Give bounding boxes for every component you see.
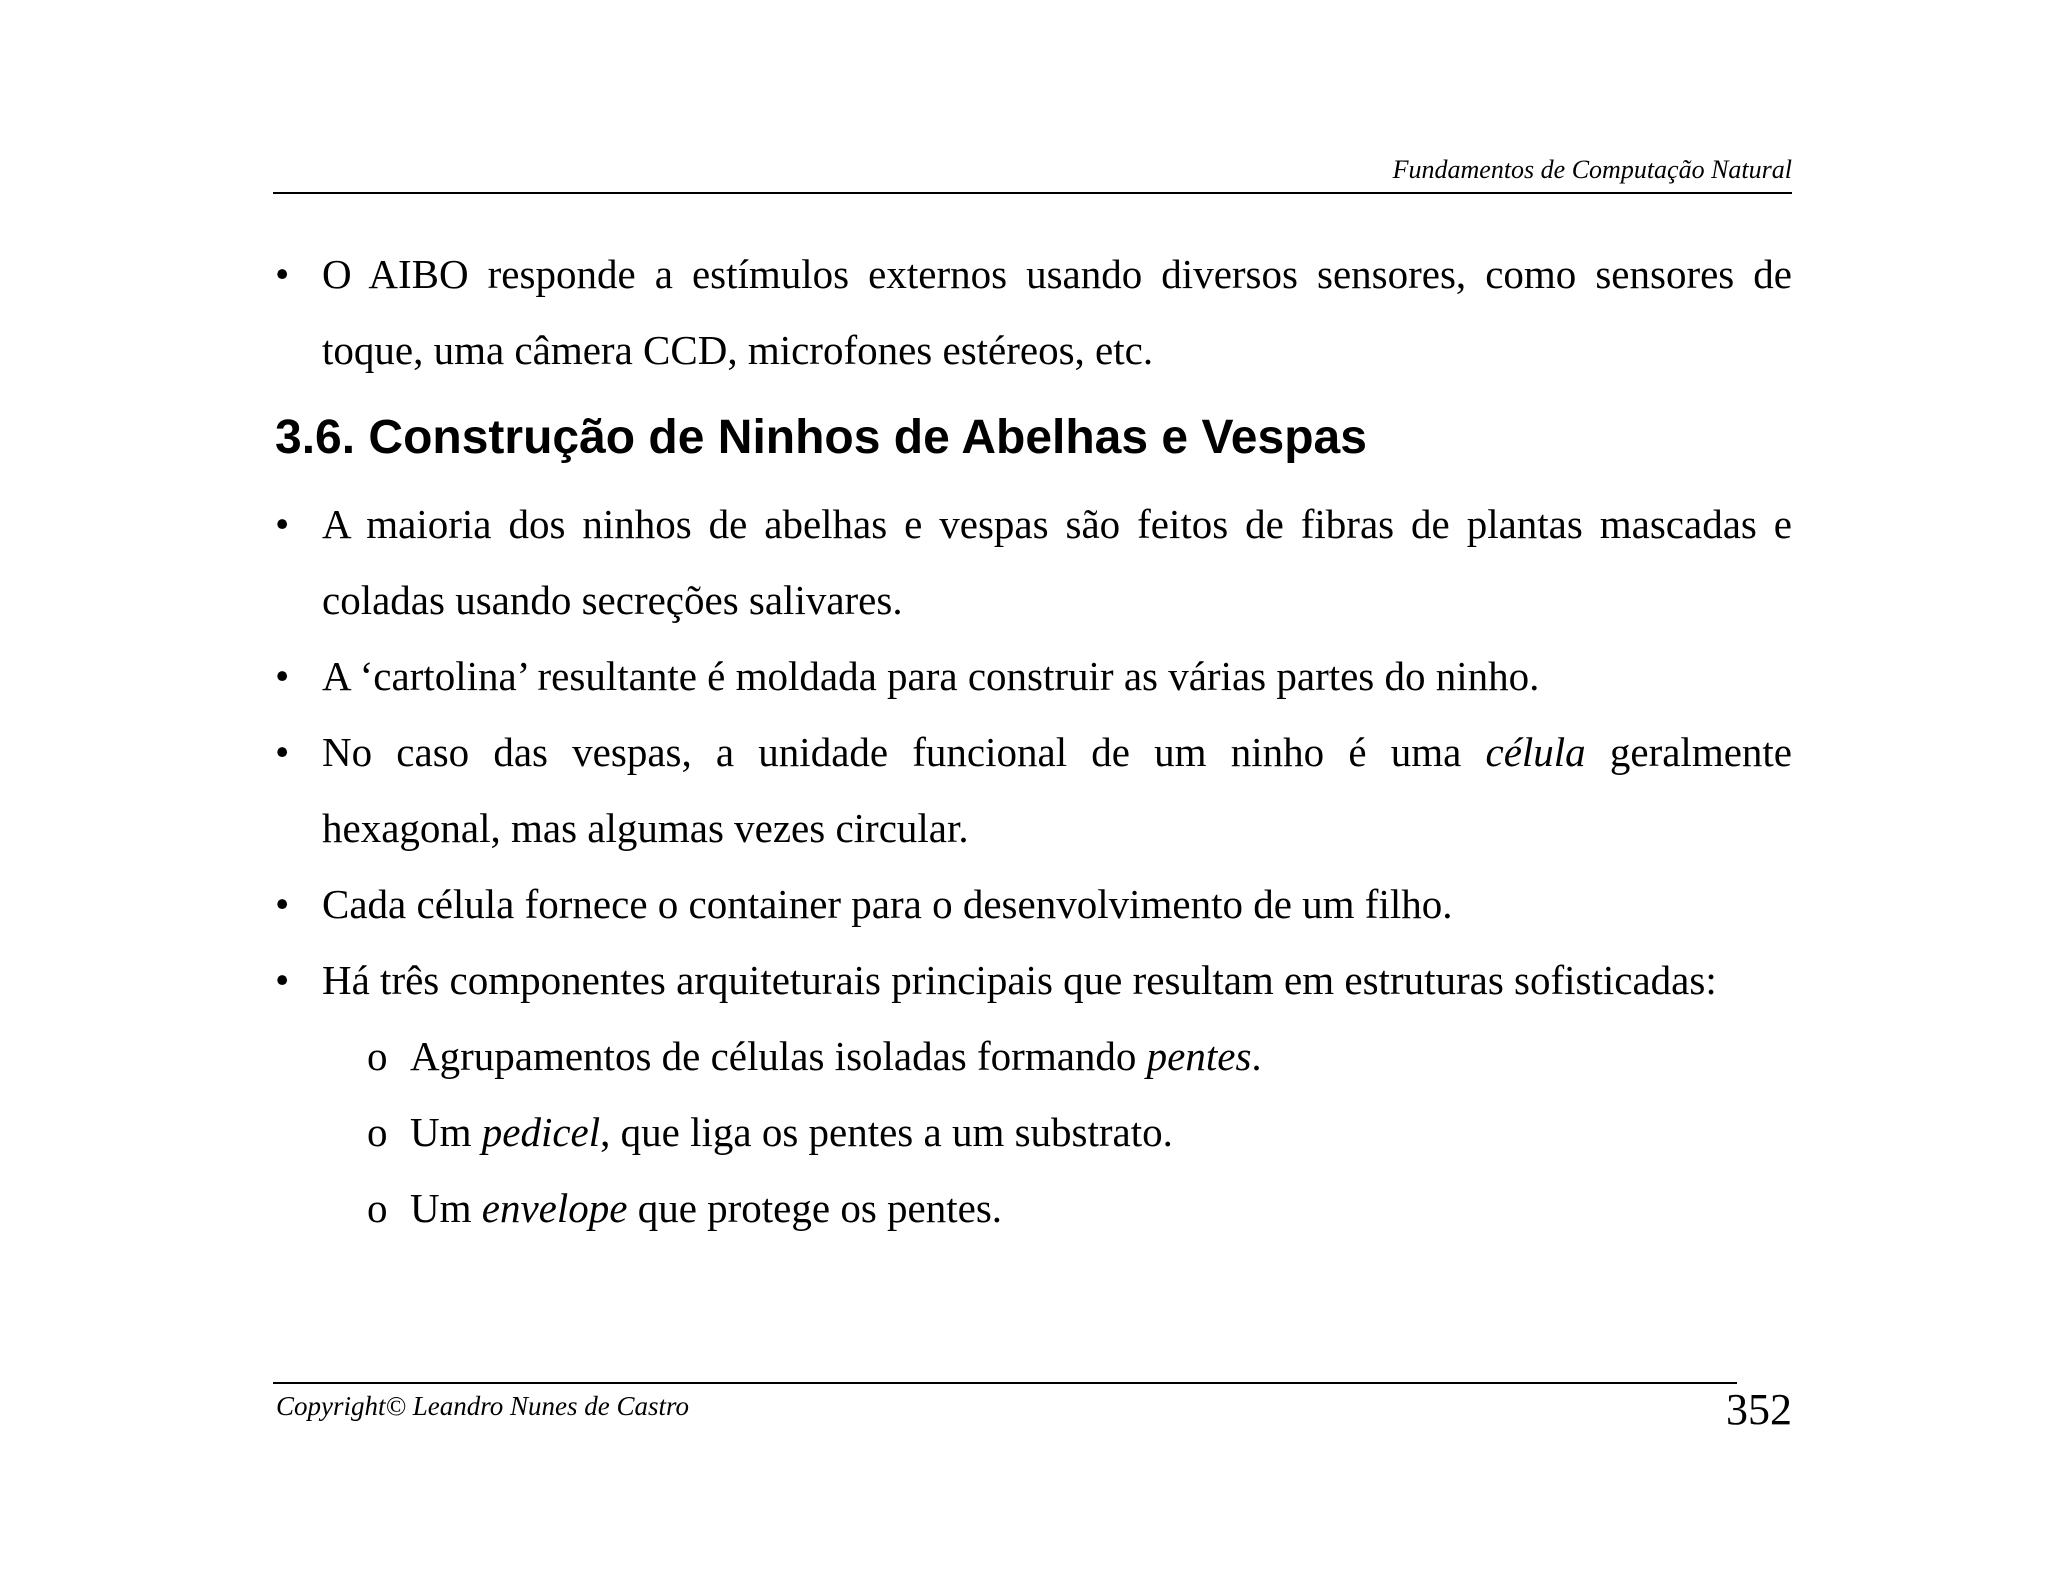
bullet-text-emphasis: célula [1485, 729, 1586, 775]
bullet-text: A maioria dos ninhos de abelhas e vespas são feitos de fibras de plantas mascadas e coladas usando secreções salivares. [322, 501, 1792, 623]
page-number: 352 [1726, 1385, 1792, 1434]
header-rule [273, 192, 1792, 194]
bullet-icon: • [275, 251, 290, 297]
sub-item-text-start: Agrupamentos de células isoladas formando [410, 1033, 1147, 1079]
bullet-icon: • [275, 957, 290, 1003]
sub-item-text-end: que protege os pentes. [627, 1185, 1003, 1231]
circle-bullet-icon: o [367, 1033, 388, 1079]
footer-rule [273, 1382, 1737, 1384]
sub-item-text-end: , que liga os pentes a um substrato. [600, 1109, 1173, 1155]
bullet-text: Cada célula fornece o container para o desenvolvimento de um filho. [322, 881, 1453, 927]
circle-bullet-icon: o [367, 1109, 388, 1155]
sub-list-item [273, 1094, 1792, 1170]
bullet-icon: • [275, 729, 290, 775]
bullet-icon: • [275, 501, 290, 547]
bullet-text-start: No caso das vespas, a unidade funcional de um ninho é uma [322, 729, 1486, 775]
bullet-text: A ‘cartolina’ resultante é moldada para construir as várias partes do ninho. [322, 653, 1540, 699]
bullet-text: Há três componentes arquiteturais principais que resultam em estruturas sofisticadas: [322, 957, 1717, 1003]
bullet-text-end: geralmente hexagonal, mas algumas vezes circular. [322, 729, 1792, 851]
running-title: Fundamentos de Computação Natural [1392, 155, 1792, 184]
bullet-text: O AIBO responde a estímulos externos usando diversos sensores, como sensores de toque, uma câmera CCD, microfones estéreos, etc. [322, 251, 1792, 373]
list-item [273, 866, 1792, 942]
bullet-icon: • [275, 653, 290, 699]
list-item [273, 236, 1792, 388]
list-item [273, 714, 1792, 866]
sub-item-emphasis: envelope [481, 1185, 628, 1231]
sub-item-text-start: Um [410, 1109, 482, 1155]
list-item [273, 486, 1792, 638]
sub-list-item [273, 1018, 1792, 1094]
sub-item-text-start: Um [410, 1185, 482, 1231]
list-item [273, 942, 1792, 1018]
bullet-icon: • [275, 881, 290, 927]
list-item [273, 638, 1792, 714]
copyright-notice: Copyright© Leandro Nunes de Castro [276, 1391, 690, 1421]
page-content [273, 236, 1792, 1246]
section-heading: 3.6. Construção de Ninhos de Abelhas e Vespas [275, 411, 1367, 464]
sub-list-item [273, 1170, 1792, 1246]
sub-item-emphasis: pedicel [481, 1109, 601, 1155]
circle-bullet-icon: o [367, 1185, 388, 1231]
sub-item-text-end: . [1251, 1033, 1262, 1079]
sub-item-emphasis: pentes [1146, 1033, 1252, 1079]
sub-list [273, 1018, 1792, 1246]
